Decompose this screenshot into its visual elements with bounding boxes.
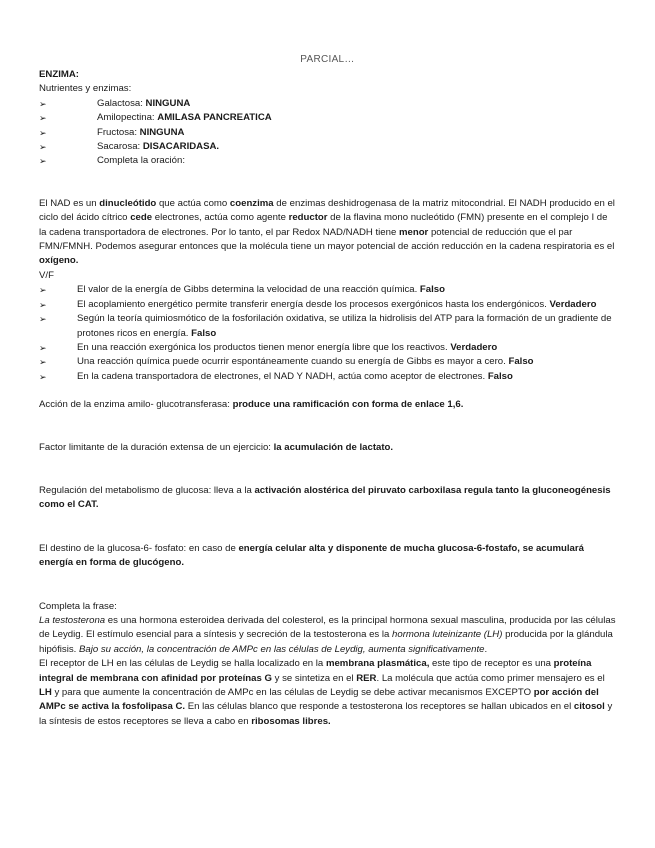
list-item: ➢ En la cadena transportadora de electrones, el NAD Y NADH, actúa como aceptor de electrones. Falso: [39, 370, 617, 384]
arrow-bullet-icon: ➢: [39, 98, 47, 109]
list-item: ➢ Fructosa: NINGUNA: [39, 126, 617, 140]
frase-paragraph-2: El receptor de LH en las células de Leydig se halla localizado en la membrana plasmática, este tipo de receptor es una proteína integral de membrana con afinidad por proteínas G y se sintetiza en el RER. La molécula que actúa como primer mensajero es el LH y para que aumente la concentración de AMPc en las células de Leydig se debe activar mecanismos EXCEPTO por acción del AMPc se activa la fosfolipasa C. En las células blanco que responde a testosterona los receptores se hallan ubicados en el citosol y la síntesis de estos receptores se lleva a cabo en ribosomas libres.: [39, 658, 613, 727]
document-title: PARCIAL…: [300, 54, 355, 65]
arrow-bullet-icon: ➢: [39, 371, 47, 382]
arrow-bullet-icon: ➢: [39, 357, 47, 368]
nad-paragraph: El NAD es un dinucleótido que actúa como coenzima de enzimas deshidrogenasa de la matriz mitocondrial. El NADH producido en el ciclo del ácido cítrico cede electrones, actúa como agente reductor de la flavina mono nucleótido (FMN) presente en el complejo I de la cadena transportadora de electrones. Por lo tanto, el par Redox NAD/NADH tiene menor potencial de reducción que el par FMN/FMNH. Podemos asegurar entonces que la molécula tiene un mayor potencial de acción reducción en la cadena respiratoria es el oxígeno.: [39, 197, 615, 267]
vf-list: [39, 283, 617, 384]
document-body: [39, 68, 617, 729]
question-destino: El destino de la glucosa-6- fosfato: en caso de energía celular alta y disponente de mucha glucosa-6-fostafo, se acumulará energía en forma de glucógeno.: [39, 542, 584, 569]
arrow-bullet-icon: ➢: [39, 285, 47, 296]
arrow-bullet-icon: ➢: [39, 113, 47, 124]
enzima-heading: ENZIMA:: [39, 69, 79, 80]
list-item: ➢ Una reacción química puede ocurrir espontáneamente cuando su energía de Gibbs es mayor a cero. Falso: [39, 355, 617, 369]
list-item: ➢ Sacarosa: DISACARIDASA.: [39, 140, 617, 154]
question-amilo: Acción de la enzima amilo- glucotransferasa: produce una ramificación con forma de enlace 1,6.: [39, 399, 464, 411]
frase-paragraph-1: La testosterona es una hormona esteroidea derivada del colesterol, es la principal hormona sexual masculina, producida por las células de Leydig. El estímulo esencial para a síntesis y secreción de la testosterona es la hormona luteinizante (LH) producida por la glándula hipófisis. Bajo su acción, la concentración de AMPc en las células de Leydig, aumenta significativamente.: [39, 614, 616, 655]
list-item: ➢ Según la teoría quimiosmótico de la fosforilación oxidativa, se utiliza la hidrolisis del ATP para la formación de un gradiente de protones ricos en energía. Falso: [39, 313, 612, 339]
arrow-bullet-icon: ➢: [39, 314, 47, 325]
list-item: ➢ Galactosa: NINGUNA: [39, 97, 617, 111]
enzima-intro: Nutrientes y enzimas:: [39, 83, 132, 95]
question-factor: Factor limitante de la duración extensa de un ejercicio: la acumulación de lactato.: [39, 441, 394, 453]
list-item: ➢ El valor de la energía de Gibbs determina la velocidad de una reacción química. Falso: [39, 283, 617, 297]
list-item: ➢ En una reacción exergónica los productos tienen menor energía libre que los reactivos. Verdadero: [39, 341, 617, 355]
arrow-bullet-icon: ➢: [39, 342, 47, 353]
list-item: ➢ Amilopectina: AMILASA PANCREATICA: [39, 111, 617, 125]
question-regulacion: Regulación del metabolismo de glucosa: lleva a la activación alostérica del piruvato carboxilasa regula tanto la gluconeogénesis como el CAT.: [39, 484, 611, 511]
frase-heading: Completa la frase:: [39, 600, 117, 612]
arrow-bullet-icon: ➢: [39, 156, 47, 167]
arrow-bullet-icon: ➢: [39, 299, 47, 310]
list-item: ➢ Completa la oración:: [39, 154, 617, 168]
arrow-bullet-icon: ➢: [39, 142, 47, 153]
enzima-list: [39, 97, 617, 169]
arrow-bullet-icon: ➢: [39, 127, 47, 138]
list-item: ➢ El acoplamiento energético permite transferir energía desde los procesos exergónicos hasta los endergónicos. Verdadero: [39, 298, 617, 312]
vf-heading: V/F: [39, 269, 54, 281]
